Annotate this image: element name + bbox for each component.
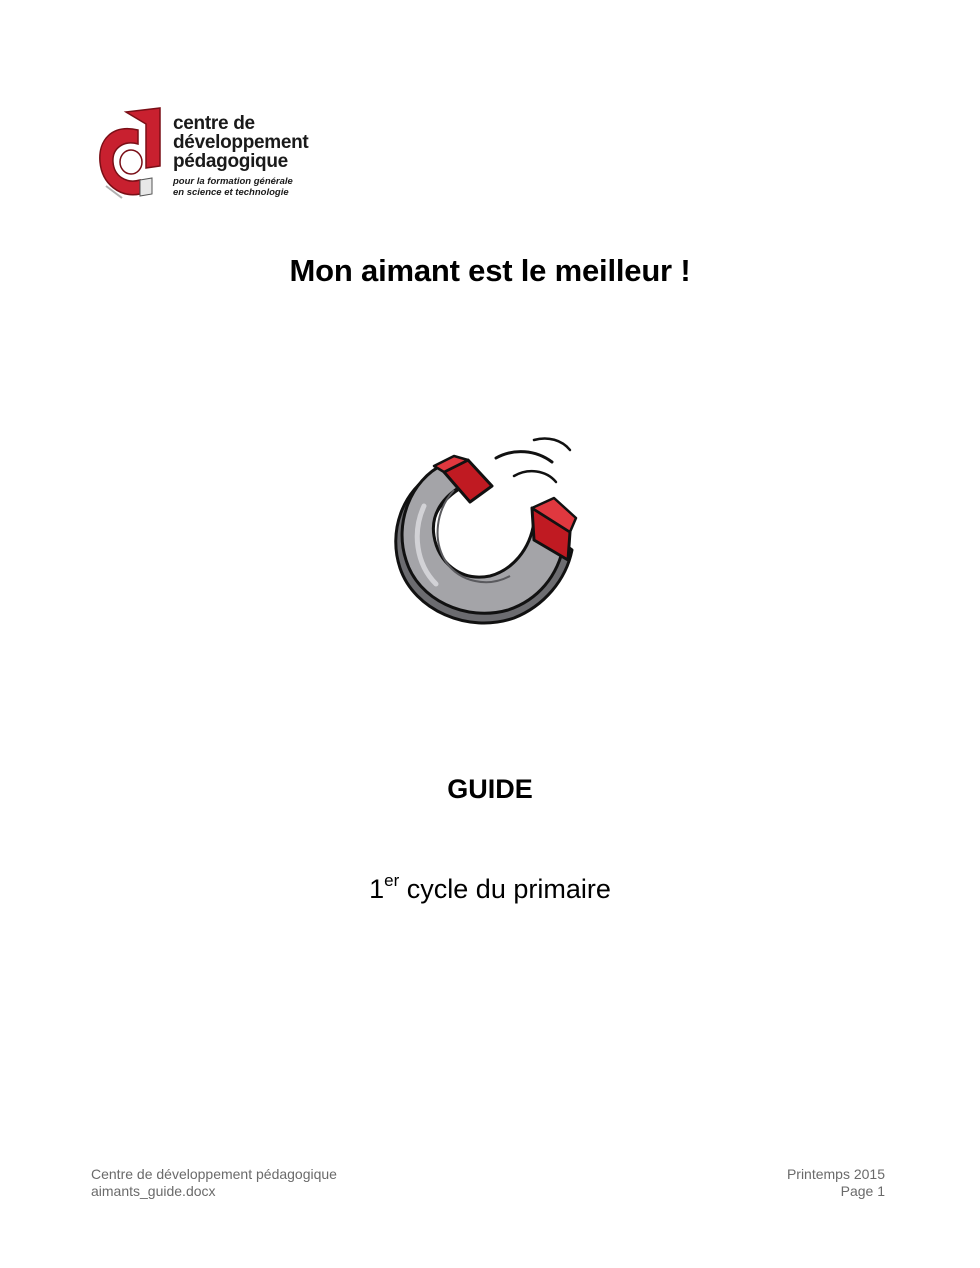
horseshoe-magnet-icon — [384, 428, 584, 638]
logo-tagline-2: en science et technologie — [173, 187, 289, 198]
footer-date: Printemps 2015 — [786, 1166, 885, 1182]
cdp-logo-icon — [96, 106, 162, 200]
logo-line-1: centre de — [173, 113, 255, 134]
document-title: Mon aimant est le meilleur ! — [289, 253, 691, 288]
organization-logo — [96, 106, 336, 202]
footer-left — [91, 1166, 337, 1200]
document-type-label: GUIDE — [447, 774, 533, 804]
logo-line-3: pédagogique — [173, 151, 288, 172]
footer-page-number: Page 1 — [840, 1183, 885, 1199]
grade-level-number: 1 — [369, 874, 385, 904]
grade-level-label — [0, 866, 980, 906]
logo-line-2: développement — [173, 132, 309, 153]
footer-organization: Centre de développement pédagogique — [91, 1166, 337, 1182]
footer-filename: aimants_guide.docx — [91, 1183, 216, 1199]
logo-tagline-1: pour la formation générale — [173, 176, 293, 187]
grade-level-superscript: er — [384, 871, 400, 890]
grade-level-text: cycle du primaire — [399, 874, 611, 904]
footer-right — [787, 1166, 885, 1200]
